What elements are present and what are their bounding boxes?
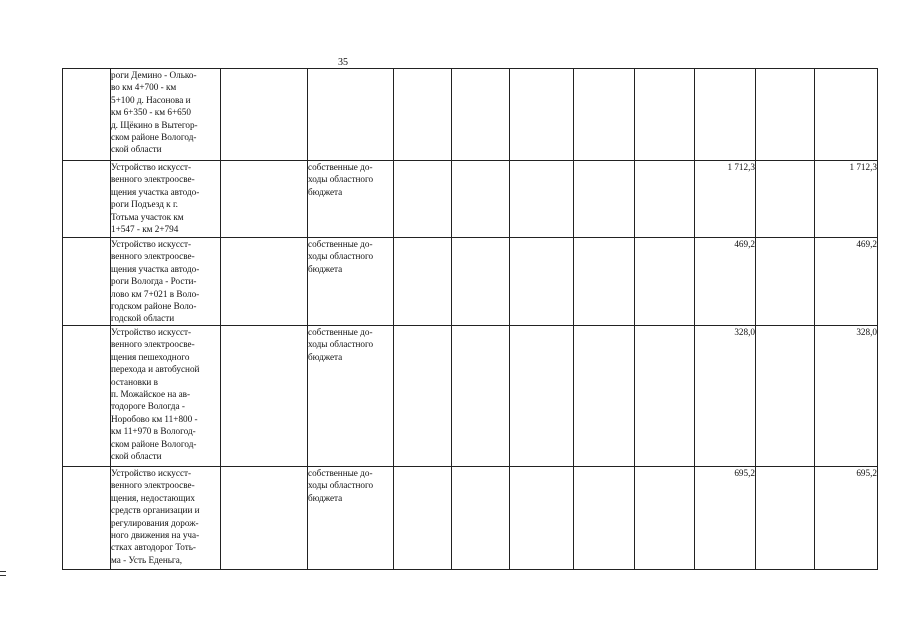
amount-cell: 469,2 [695,238,756,326]
empty-cell [221,326,308,467]
table-row [63,161,878,238]
empty-cell [574,238,635,326]
page-edge-mark [0,571,6,576]
table-row [63,326,878,467]
item-name-line: п. Можайское на ав- [111,389,191,400]
total-amount-cell: 328,0 [815,326,878,467]
total-amount-cell: 1 712,3 [815,161,878,238]
total-amount-cell [815,69,878,161]
funding-source-cell [308,238,394,326]
item-name-cell [111,326,221,467]
item-name-cell [111,238,221,326]
empty-cell [452,69,510,161]
empty-cell [452,467,510,570]
funding-source-line: бюджета [308,263,343,274]
table-row [63,238,878,326]
empty-cell [394,161,452,238]
item-name-line: венного электроосве- [111,339,195,350]
funding-source-line: собственные до- [308,239,373,249]
empty-cell [510,467,574,570]
item-name-line: роги Демино - Олько- [111,70,197,80]
empty-cell [635,238,695,326]
funding-source-cell [308,69,394,161]
funding-source-line: ходы областного [308,480,374,491]
item-name-line: роги Вологда - Рости- [111,276,197,287]
item-name-line: Устройство искусст- [111,468,192,478]
empty-cell [635,326,695,467]
item-name-line: км 6+350 - км 6+650 [111,107,191,118]
empty-cell [756,69,815,161]
item-name-line: 1+547 - км 2+794 [111,224,179,235]
item-name-line: во км 4+700 - км [111,82,177,93]
empty-cell [63,69,111,161]
empty-cell [394,467,452,570]
funding-source-line: бюджета [308,351,343,362]
item-name-line: Тотьма участок км [111,211,184,222]
empty-cell [452,326,510,467]
item-name-line: щения пешеходного [111,351,190,362]
amount-cell: 695,2 [695,467,756,570]
budget-table [62,68,878,570]
item-name-line: 5+100 д. Насонова и [111,94,191,105]
item-name-cell [111,69,221,161]
funding-source-line: ходы областного [308,251,374,262]
page-number: 35 [338,57,348,68]
empty-cell [63,161,111,238]
empty-cell [221,238,308,326]
item-name-line: км 11+970 в Вологод- [111,426,196,437]
empty-cell [574,467,635,570]
empty-cell [510,326,574,467]
empty-cell [635,161,695,238]
item-name-line: д. Щёкино в Вытегор- [111,119,198,130]
item-name-line: тодороге Вологда - [111,401,185,412]
item-name-cell [111,467,221,570]
empty-cell [756,238,815,326]
funding-source-line: ходы областного [308,174,374,185]
item-name-line: венного электроосве- [111,251,195,262]
empty-cell [574,161,635,238]
total-amount-cell: 469,2 [815,238,878,326]
funding-source-line: собственные до- [308,162,373,172]
empty-cell [756,467,815,570]
item-name-line: Устройство искусст- [111,327,192,337]
empty-cell [635,69,695,161]
item-name-line: ской области [111,451,162,462]
item-name-line: средств организации и [111,505,200,516]
empty-cell [221,69,308,161]
empty-cell [63,467,111,570]
item-name-line: регулирования дорож- [111,517,199,528]
empty-cell [394,326,452,467]
empty-cell [452,161,510,238]
empty-cell [510,161,574,238]
item-name-line: Устройство искусст- [111,162,192,172]
item-name-line: ском районе Вологод- [111,438,197,449]
empty-cell [510,238,574,326]
item-name-line: перехода и автобусной [111,364,200,375]
item-name-cell [111,161,221,238]
funding-source-line: бюджета [308,492,343,503]
item-name-line: Норобово км 11+800 - [111,413,198,424]
item-name-line: роги Подъезд к г. [111,199,178,210]
item-name-line: ма - Усть Еденьга, [111,554,183,565]
amount-cell: 328,0 [695,326,756,467]
funding-source-cell [308,326,394,467]
item-name-line: стках автодорог Тоть- [111,542,196,553]
empty-cell [510,69,574,161]
table-row [63,69,878,161]
empty-cell [63,326,111,467]
funding-source-line: бюджета [308,186,343,197]
empty-cell [574,326,635,467]
funding-source-cell [308,467,394,570]
empty-cell [756,326,815,467]
empty-cell [394,69,452,161]
item-name-line: годском районе Воло- [111,301,197,312]
empty-cell [756,161,815,238]
empty-cell [635,467,695,570]
item-name-line: венного электроосве- [111,480,195,491]
funding-source-line: собственные до- [308,327,373,337]
table-body [63,69,878,570]
item-name-line: щения, недостающих [111,492,195,503]
total-amount-cell: 695,2 [815,467,878,570]
empty-cell [221,467,308,570]
item-name-line: Устройство искусст- [111,239,192,249]
empty-cell [221,161,308,238]
empty-cell [452,238,510,326]
funding-source-line: собственные до- [308,468,373,478]
table-row [63,467,878,570]
item-name-line: ного движения на уча- [111,530,200,541]
item-name-line: остановки в [111,376,158,387]
amount-cell: 1 712,3 [695,161,756,238]
funding-source-cell [308,161,394,238]
item-name-line: венного электроосве- [111,174,195,185]
amount-cell [695,69,756,161]
item-name-line: годской области [111,313,175,324]
funding-source-line: ходы областного [308,339,374,350]
item-name-line: ском районе Вологод- [111,132,197,143]
empty-cell [63,238,111,326]
empty-cell [574,69,635,161]
item-name-line: щения участка автодо- [111,186,200,197]
item-name-line: щения участка автодо- [111,263,200,274]
empty-cell [394,238,452,326]
item-name-line: ской области [111,144,162,155]
item-name-line: лово км 7+021 в Воло- [111,288,200,299]
